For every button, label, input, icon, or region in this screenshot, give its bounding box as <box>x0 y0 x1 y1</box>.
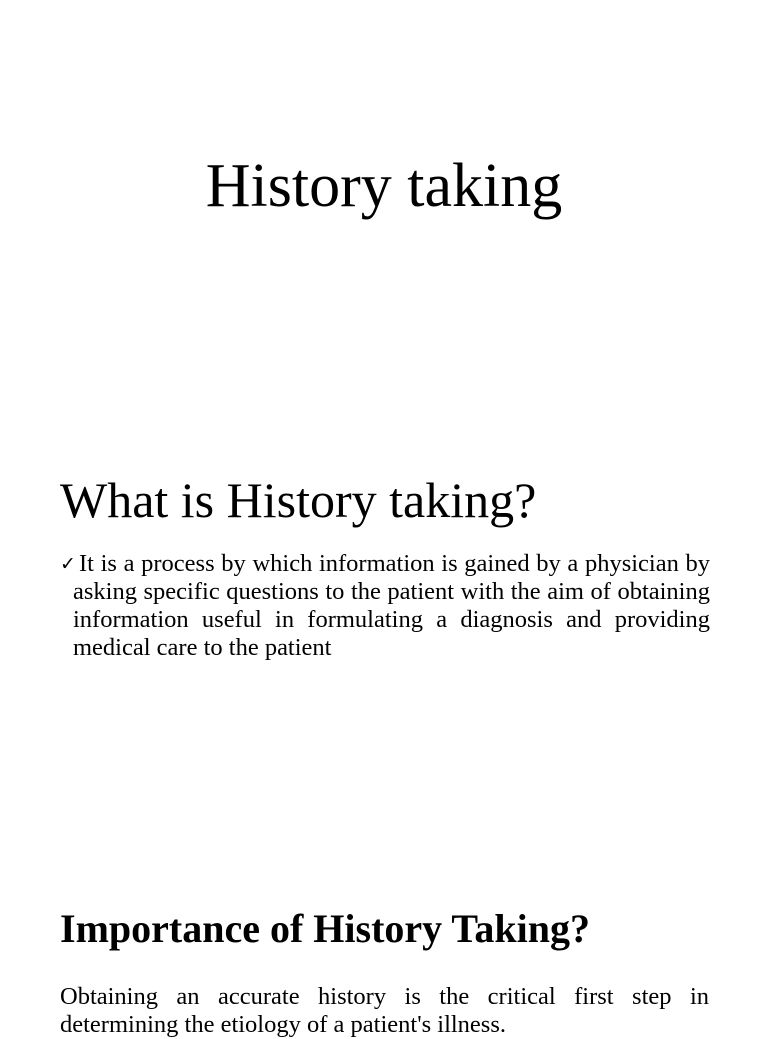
slide-definition <box>0 430 768 850</box>
definition-bullet-text: It is a process by which information is gained by a physician by asking specific questions to the patient with the aim of obtaining information useful in formulating a diagnosis and providing medical care to the patient <box>73 550 710 661</box>
definition-heading: What is History taking? <box>60 472 537 528</box>
importance-heading: Importance of History Taking? <box>60 906 591 951</box>
importance-paragraph: Obtaining an accurate history is the critical first step in determining the etiology of a patient's illness. <box>60 983 709 1038</box>
checkmark-icon: ✓ <box>60 553 76 575</box>
definition-bullet <box>60 550 710 662</box>
slide-importance <box>0 880 768 1038</box>
slide-title <box>0 0 768 400</box>
slide-title-text: History taking <box>205 152 563 220</box>
